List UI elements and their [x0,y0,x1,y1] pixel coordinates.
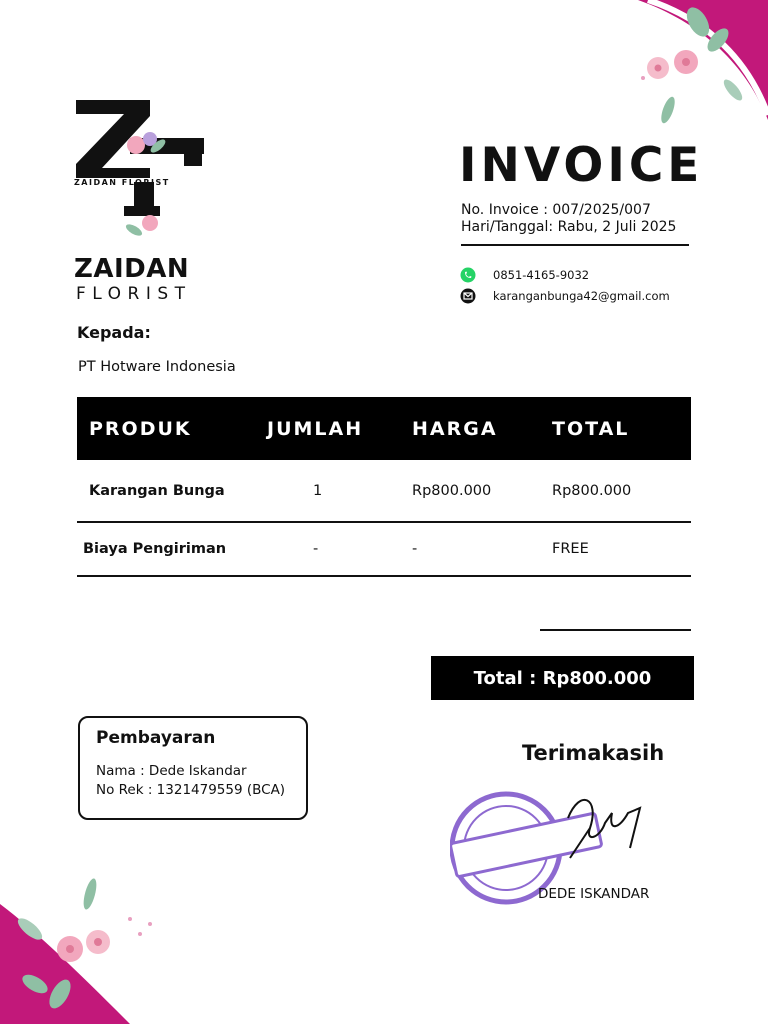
payment-title: Pembayaran [96,728,216,748]
cell-price: - [412,522,552,576]
recipient-name: PT Hotware Indonesia [78,359,236,375]
header-total: TOTAL [552,397,691,460]
invoice-date: Hari/Tanggal: Rabu, 2 Juli 2025 [461,219,677,235]
payment-box [78,716,308,820]
cell-qty [267,522,412,576]
logo-subtitle: ZAIDAN FLORIST [74,178,170,187]
table-row [77,522,691,576]
items-table [77,397,691,577]
cell-qty-value: - [313,541,319,557]
table-header-row [77,397,691,460]
table-row [77,460,691,522]
cell-price: Rp800.000 [412,460,552,522]
cell-qty [267,460,412,522]
cell-qty-value: 1 [313,482,323,499]
signer-name: DEDE ISKANDAR [538,886,650,902]
invoice-meta [461,202,689,246]
thank-you-text: Terimakasih [522,741,665,765]
recipient-label: Kepada: [77,323,151,342]
invoice-title: INVOICE [459,138,704,193]
subtotal-divider [540,629,691,631]
invoice-number: No. Invoice : 007/2025/007 [461,202,651,218]
email-address[interactable]: karanganbunga42@gmail.com [493,289,670,303]
brand-name: ZAIDAN [74,254,190,284]
header-harga: HARGA [412,397,552,460]
cell-product: Biaya Pengiriman [77,522,267,576]
zf-monogram-icon [72,98,212,243]
brand-name-secondary: FLORIST [76,284,192,304]
grand-total: Total : Rp800.000 [431,656,694,700]
contact-phone [460,267,589,283]
phone-number[interactable]: 0851-4165-9032 [493,268,590,282]
payment-account-number: No Rek : 1321479559 (BCA) [96,782,286,798]
floral-corner-bottom-left [0,874,170,1024]
floral-corner-top-right [638,0,768,150]
header-jumlah: JUMLAH [267,397,412,460]
mail-icon [460,288,476,304]
contact-email [460,288,670,304]
cell-total: FREE [552,522,691,576]
brand-logo [72,98,212,308]
cell-product: Karangan Bunga [77,460,267,522]
whatsapp-icon [460,267,476,283]
payment-account-name: Nama : Dede Iskandar [96,763,247,779]
cell-total: Rp800.000 [552,460,691,522]
header-produk: PRODUK [77,397,267,460]
